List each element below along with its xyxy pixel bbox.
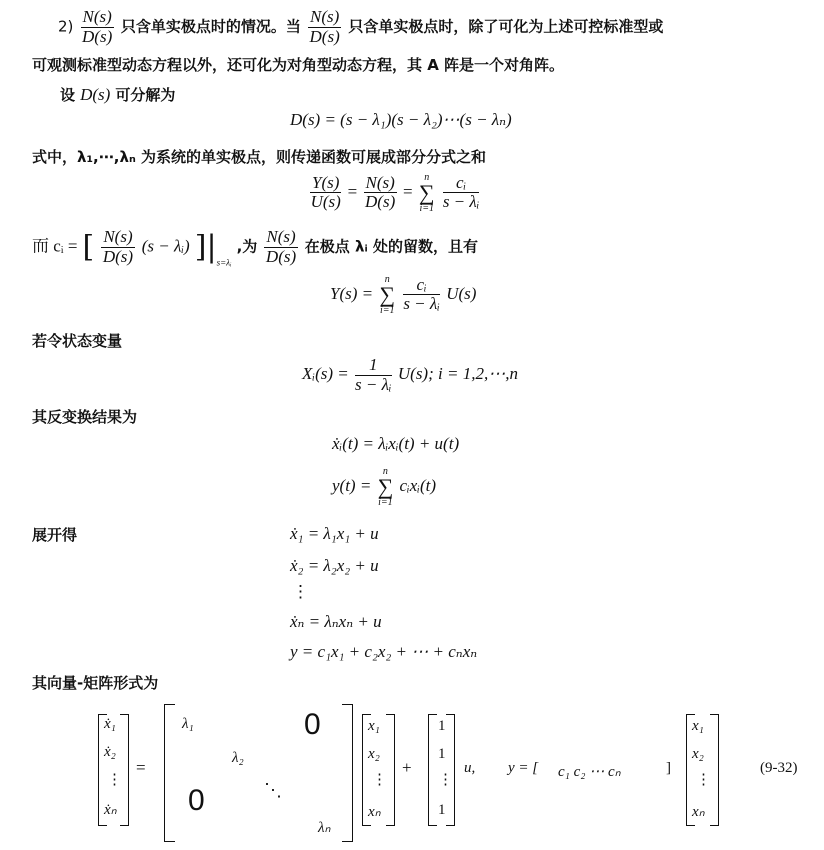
paragraph-8: 其向量-矩阵形式为 [32, 674, 159, 692]
fraction [101, 228, 134, 266]
math-inline: cᵢxᵢ(t) [399, 475, 437, 495]
output-lhs: y = [ [508, 760, 539, 776]
paragraph-5: 若令状态变量 [32, 332, 123, 350]
input-u: u, [464, 760, 476, 776]
evaluation-subscript: s=λᵢ [216, 257, 232, 268]
fraction [403, 276, 440, 314]
x-entry: ⋮ [372, 772, 387, 788]
expansion-line: ẋ₂ = λ₂x₂ + u [290, 556, 379, 575]
fraction [355, 356, 392, 394]
equation-number: (9-32) [760, 760, 798, 776]
fraction-denominator: s − λᵢ [403, 294, 440, 314]
equation-state-variable [302, 356, 518, 394]
equation-transfer-function: $\frac{Y(s)}{U(s)}$ = $\frac{N(s)}{D(s)}$ = n ∑ i=1 $\frac{\text{cᵢ}}{\text{s − λᵢ}}$ [310, 172, 480, 214]
text-segment: 只含单实极点时，除了可化为上述可控标准型或 [348, 17, 664, 36]
fraction-denominator: U(s) [310, 192, 341, 212]
math-inline: Xᵢ(s) = [302, 364, 349, 384]
sum-upper-limit: n [382, 466, 388, 477]
xdot-entry: ⋮ [107, 772, 122, 788]
zero-block-lower: 0 [188, 784, 205, 817]
ones-entry: 1 [438, 746, 446, 762]
sum-upper-limit: n [384, 274, 390, 285]
math-inline: (s − λᵢ) [141, 236, 190, 256]
paragraph-7: 展开得 [32, 526, 78, 544]
xdot-entry: ẋ₂ [104, 744, 116, 760]
math-inline: U(s); i = 1,2,⋯,n [397, 364, 518, 384]
text-segment: 设 [60, 86, 76, 104]
text-segment: 可分解为 [115, 86, 176, 104]
fraction-denominator: D(s) [102, 246, 134, 266]
summation: n ∑ i=1 [379, 274, 396, 316]
equation-inverse-2 [332, 466, 436, 508]
fraction-numerator: N(s) [103, 227, 133, 246]
x-entry: xₙ [692, 804, 705, 820]
expansion-line: ⋮ [292, 582, 309, 601]
paragraph-2 [60, 84, 175, 105]
fraction [310, 174, 341, 212]
text-segment: ,为 [236, 237, 258, 256]
math-inline: y(t) = [332, 475, 372, 495]
paragraph-6: 其反变换结果为 [32, 408, 138, 426]
fraction-numerator: N(s) [309, 7, 340, 26]
sum-lower-limit: i=1 [379, 304, 395, 316]
fraction-numerator: Y(s) [312, 172, 340, 192]
paragraph-4: 而 cᵢ = [ $\frac{N(s)}{D(s)}$ (s − λᵢ) ]$|_{s=\lambda ᵢ}$ ,为 $\frac{N(s)}{D(s)}$ 在极点 λᵢ 处的留数，且有 [32, 227, 478, 268]
paragraph-1 [58, 8, 663, 46]
summation: n ∑ i=1 [377, 466, 394, 508]
expansion-line: ẋₙ = λₙxₙ + u [290, 612, 382, 631]
math-inline: Y(s) = [330, 283, 374, 303]
paragraph-3: 式中，λ₁,⋯,λₙ 为系统的单实极点，则传递函数可展成部分分式之和 [32, 148, 487, 166]
x-entry: xₙ [368, 804, 381, 820]
summation: n ∑ i=1 [418, 172, 435, 214]
math-inline: 而 cᵢ = [32, 236, 78, 256]
plus-sign: + [402, 758, 412, 777]
fraction-numerator: cᵢ [403, 276, 440, 296]
fraction-n-over-d [81, 8, 114, 46]
equals-sign: = [136, 758, 146, 777]
ones-entry: 1 [438, 718, 446, 734]
xdot-entry: ẋ₁ [104, 716, 116, 732]
diag-entry: ⋱ [264, 780, 282, 800]
output-rbracket: ] [666, 760, 671, 776]
x-entry: x₁ [692, 718, 704, 734]
fraction [443, 174, 480, 212]
diag-entry: λ₁ [182, 716, 194, 732]
fraction-denominator: D(s) [365, 192, 396, 212]
matrix-equation [0, 700, 824, 850]
expansion-line: y = c₁x₁ + c₂x₂ + ⋯ + cₙxₙ [290, 642, 478, 661]
item-number: 2) [58, 17, 74, 36]
fraction-denominator: D(s) [309, 26, 340, 46]
fraction-denominator: s − λᵢ [354, 374, 392, 394]
fraction-numerator: cᵢ [443, 174, 480, 194]
xdot-entry: ẋₙ [104, 802, 117, 818]
expansion-line: ẋ₁ = λ₁x₁ + u [290, 524, 379, 543]
sum-lower-limit: i=1 [419, 202, 434, 214]
equation-d-factor: D(s) = (s − λ₁)(s − λ₂)⋯(s − λₙ) [290, 110, 512, 129]
text-segment: 只含单实极点时的情况。当 [120, 17, 301, 36]
fraction [364, 174, 397, 212]
math-inline: U(s) [446, 283, 477, 303]
fraction-denominator: s − λᵢ [442, 192, 480, 212]
fraction-numerator: N(s) [365, 172, 395, 192]
diag-entry: λₙ [318, 820, 331, 836]
fraction-numerator: N(s) [82, 7, 112, 26]
c-row: c₁ c₂ ⋯ cₙ [558, 764, 621, 780]
sum-lower-limit: i=1 [378, 496, 393, 508]
zero-block-upper: 0 [304, 708, 321, 741]
math-inline: D(s) [80, 85, 111, 104]
fraction-numerator: N(s) [266, 227, 296, 246]
fraction [264, 228, 297, 266]
fraction-numerator: 1 [355, 356, 392, 376]
x-entry: x₂ [368, 746, 380, 762]
paragraph-1-line-2: 可观测标准型动态方程以外，还可化为对角型动态方程，其 A 阵是一个对角阵。 [32, 56, 565, 74]
fraction-denominator: D(s) [82, 26, 113, 46]
x-entry: x₂ [692, 746, 704, 762]
ones-entry: ⋮ [438, 772, 453, 788]
equation-output-sum [330, 274, 476, 316]
text-segment: 在极点 λᵢ 处的留数，且有 [304, 237, 478, 256]
ones-entry: 1 [438, 802, 446, 818]
fraction-n-over-d [308, 8, 341, 46]
sum-upper-limit: n [424, 172, 430, 183]
x-entry: ⋮ [696, 772, 711, 788]
diag-entry: λ₂ [232, 750, 244, 766]
equation-inverse-1: ẋᵢ(t) = λᵢxᵢ(t) + u(t) [332, 434, 460, 453]
fraction-denominator: D(s) [265, 246, 297, 266]
x-entry: x₁ [368, 718, 380, 734]
